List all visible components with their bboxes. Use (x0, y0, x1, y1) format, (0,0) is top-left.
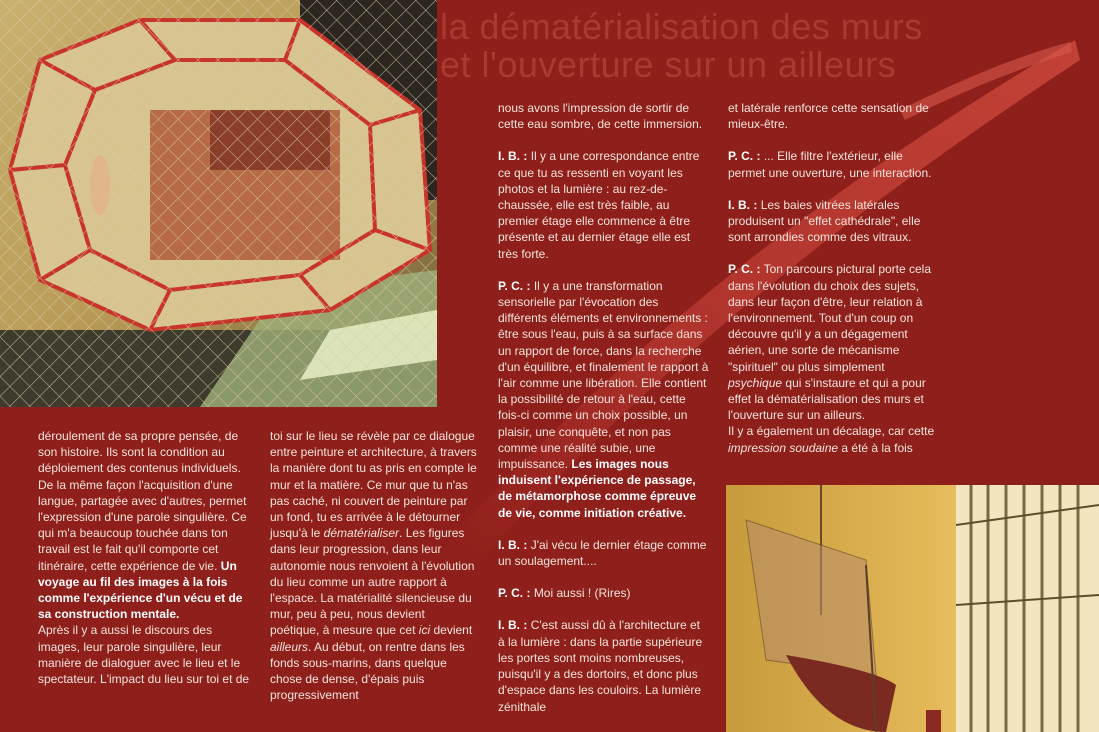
text: Les baies vitrées latérales produisent un "effet cathédrale", elle sont arrondies comme des vitraux. (728, 197, 921, 245)
text: devient (433, 623, 473, 638)
text: déroulement de sa propre pensée, de son histoire. Ils sont la condition au déploiement des contenus individuels. De la même façon l'acquisition d'une langue, partagée avec d'autres, permet l'expression d'une parole singulière. Ce qui m'a beaucoup touchée dans ton travail est le fait qu'il comporte cet itinéraire, cette expérience de vie. (38, 429, 247, 573)
text: ... Elle filtre l'extérieur, elle permet une ouverture, une interaction. (728, 149, 932, 180)
text: qui s'instaure et qui a pour effet la dématérialisation des murs et l'ouverture sur un ailleurs. (728, 375, 926, 423)
text: Il y a une correspondance entre ce que tu as ressenti en voyant les photos et la lumière : au rez-de-chaussée, elle est très faible, au premier étage elle commence à être présente et au dernier étage elle est très forte. (498, 149, 700, 261)
text: Il y a une transformation sensorielle par l'évocation des différents éléments et environnements : être sous l'eau, puis à sa surface dans un rapport de force, dans la recherche d'un équilibre, et finalement le rapport à l'air comme une libération. Elle contient la possibilité de retour à l'eau, cette fois-ci comme un choix possible, un plaisir, une conquête, et non pas comme une réalité subie, une impuissance. (498, 278, 709, 472)
paragraph (498, 148, 710, 261)
headline-line-2: et l'ouverture sur un ailleurs (440, 44, 897, 85)
italic-text: ici (418, 623, 431, 638)
paragraph (38, 428, 250, 622)
photo-hanging-boat (726, 485, 1099, 732)
italic-text: psychique (728, 375, 783, 390)
speaker-label: P. C. : (728, 149, 761, 164)
text-column-2 (270, 428, 477, 703)
paragraph (498, 537, 710, 569)
text: nous avons l'impression de sortir de cette eau sombre, de cette immersion. (498, 101, 703, 132)
paragraph (728, 261, 938, 423)
text: C'est aussi dû à l'architecture et à la lumière : dans la partie supérieure les portes sont moins nombreuses, puisqu'il y a des dortoirs, et donc plus d'espace dans les couloirs. La lumière zénithale (498, 618, 703, 714)
text: . Au début, on rentre dans les fonds sous-marins, dans quelque chose de dense, d'épais puis progressivement (270, 639, 465, 703)
speaker-label: P. C. : (728, 262, 761, 277)
paragraph (498, 278, 710, 521)
speaker-label: I. B. : (498, 618, 528, 633)
paragraph (498, 585, 710, 601)
text: J'ai vécu le dernier étage comme un soulagement.... (498, 537, 707, 569)
speaker-label: P. C. : (498, 278, 531, 293)
paragraph (498, 100, 710, 132)
paragraph (728, 197, 938, 246)
photo-net-ceiling (0, 0, 437, 407)
text: et latérale renforce cette sensation de mieux-être. (728, 101, 929, 132)
speaker-label: I. B. : (728, 197, 758, 212)
headline-line-1: la dématérialisation des murs (440, 6, 923, 47)
paragraph (38, 622, 250, 687)
speaker-label: I. B. : (498, 537, 528, 552)
headline (440, 8, 1040, 84)
text-column-3 (498, 100, 710, 731)
text: Moi aussi ! (Rires) (533, 586, 631, 601)
text-column-1 (38, 428, 250, 687)
text-column-4 (728, 100, 938, 456)
paragraph (728, 148, 938, 180)
text: Ton parcours pictural porte cela dans l'évolution du choix des sujets, dans leur façon d'être, leur relation à l'environnement. Tout d'un coup on découvre qu'il y a un dégagement aérien, une sorte de mécanisme "spirituel" ou plus simplement (728, 262, 932, 374)
text: a été à la fois (841, 440, 913, 455)
text: toi sur le lieu se révèle par ce dialogue entre peinture et architecture, à travers la manière dont tu as pris en compte le mur et la matière. Ce mur que tu n'as pas caché, ni couvert de peinture par un fond, tu es arrivée à le détourner jusqu'à le (270, 429, 477, 541)
italic-text: dématérialiser (323, 526, 400, 541)
paragraph (498, 617, 710, 714)
text: Il y a également un décalage, car cette (728, 424, 935, 439)
text: Après il y a aussi le discours des images, leur parole singulière, leur manière de dialoguer avec le lieu et le spectateur. L'impact du lieu sur toi et de (38, 623, 250, 687)
paragraph (270, 428, 477, 703)
bold-text: Un voyage au fil des images à la fois comme l'expérience d'un vécu et de sa construction mentale. (38, 558, 243, 622)
speaker-label: I. B. : (498, 149, 528, 164)
italic-text: ailleurs (270, 639, 309, 654)
paragraph (728, 423, 938, 455)
paragraph (728, 100, 938, 132)
bold-text: Les images nous induisent l'expérience de passage, de métamorphose comme épreuve de vie, comme initiation créative. (498, 457, 697, 520)
italic-text: impression soudaine (728, 440, 839, 455)
text: . Les figures dans leur progression, dans leur autonomie nous renvoient à l'évolution du lieu comme un autre rapport à l'espace. La matérialité silencieuse du mur, peu à peu, nous devient poétique, à mesure que cet (270, 526, 475, 638)
speaker-label: P. C. : (498, 586, 531, 601)
